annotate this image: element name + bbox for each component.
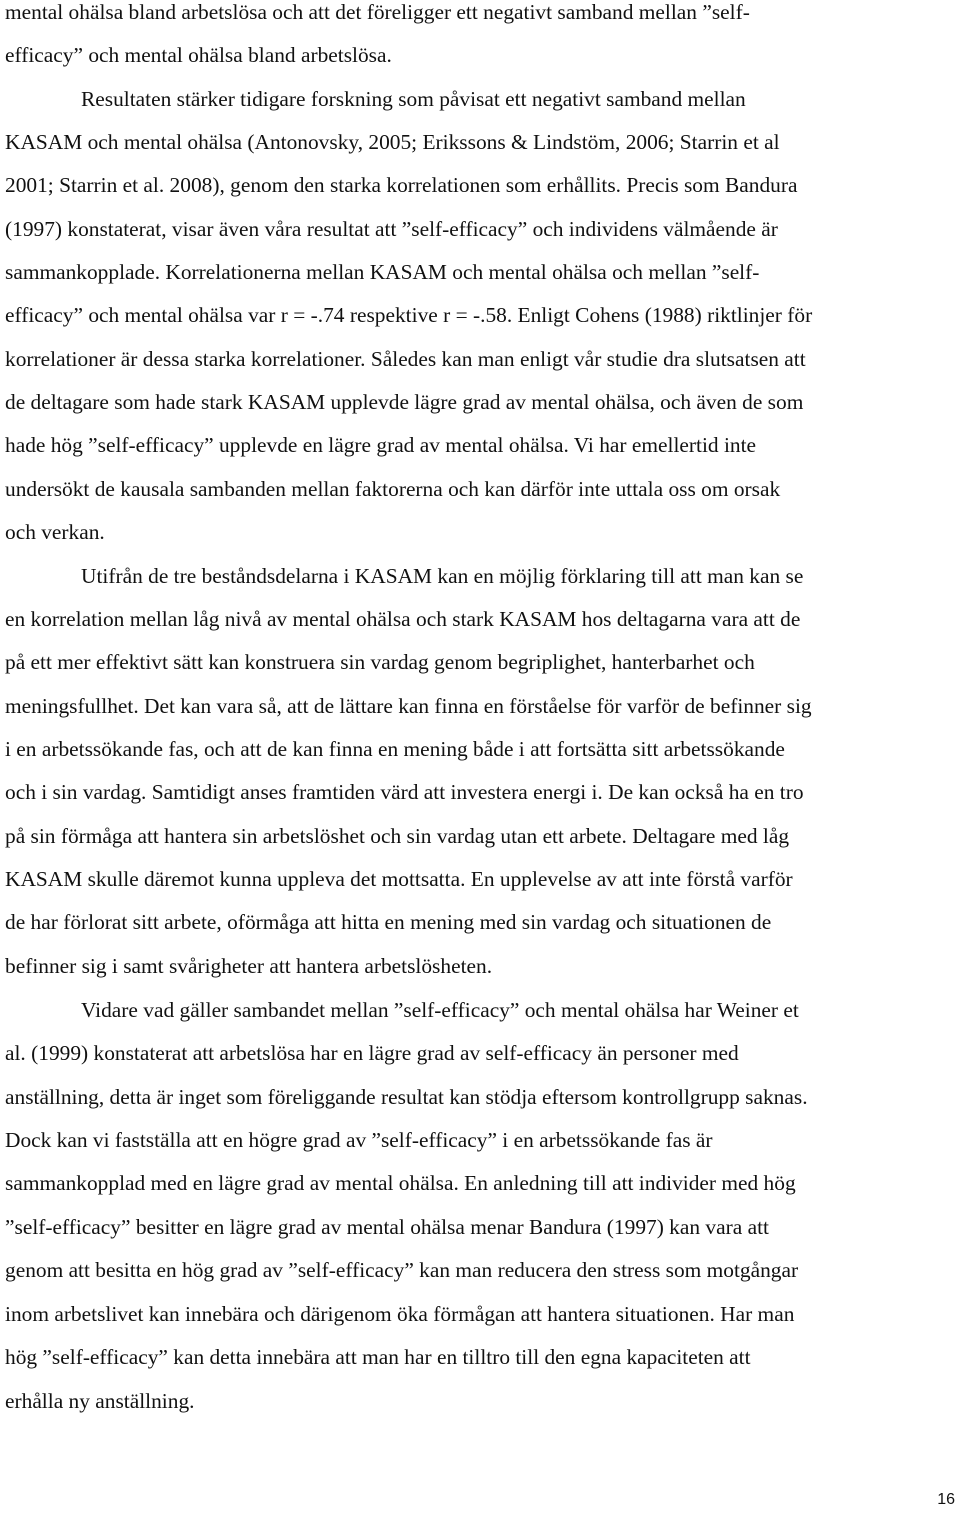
text-line: undersökt de kausala sambanden mellan faktorerna och kan därför inte uttala oss om orsak bbox=[5, 477, 781, 501]
text-line: inom arbetslivet kan innebära och därigenom öka förmågan att hantera situationen. Har man bbox=[5, 1302, 795, 1326]
text-line: ”self-efficacy” besitter en lägre grad av mental ohälsa menar Bandura (1997) kan vara att bbox=[5, 1215, 769, 1239]
text-line: en korrelation mellan låg nivå av mental ohälsa och stark KASAM hos deltagarna vara att de bbox=[5, 607, 801, 631]
paragraph-indent-line: Utifrån de tre beståndsdelarna i KASAM kan en möjlig förklaring till att man kan se bbox=[81, 564, 804, 588]
text-line: anställning, detta är inget som föreliggande resultat kan stödja eftersom kontrollgrupp saknas. bbox=[5, 1085, 808, 1109]
text-line: KASAM skulle däremot kunna uppleva det mottsatta. En upplevelse av att inte förstå varför bbox=[5, 867, 793, 891]
text-line: och i sin vardag. Samtidigt anses framtiden värd att investera energi i. De kan också ha en tro bbox=[5, 780, 804, 804]
text-line: sammankopplade. Korrelationerna mellan KASAM och mental ohälsa och mellan ”self- bbox=[5, 260, 760, 284]
text-line: sammankopplad med en lägre grad av mental ohälsa. En anledning till att individer med hög bbox=[5, 1171, 796, 1195]
text-line: befinner sig i samt svårigheter att hantera arbetslösheten. bbox=[5, 954, 493, 978]
text-line: i en arbetssökande fas, och att de kan finna en mening både i att fortsätta sitt arbetssökande bbox=[5, 737, 785, 761]
text-line: erhålla ny anställning. bbox=[5, 1389, 195, 1413]
text-line: hade hög ”self-efficacy” upplevde en lägre grad av mental ohälsa. Vi har emellertid inte bbox=[5, 433, 757, 457]
text-line: KASAM och mental ohälsa (Antonovsky, 2005; Erikssons & Lindstöm, 2006; Starrin et al bbox=[5, 130, 780, 154]
text-line: de har förlorat sitt arbete, oförmåga att hitta en mening med sin vardag och situationen de bbox=[5, 910, 772, 934]
text-line: efficacy” och mental ohälsa var r = -.74 respektive r = -.58. Enligt Cohens (1988) riktlinjer för bbox=[5, 303, 813, 327]
text-line: al. (1999) konstaterat att arbetslösa har en lägre grad av self-efficacy än personer med bbox=[5, 1041, 739, 1065]
text-line: hög ”self-efficacy” kan detta innebära att man har en tilltro till den egna kapaciteten att bbox=[5, 1345, 751, 1369]
page-number: 16 bbox=[937, 1491, 955, 1508]
text-line: Dock kan vi fastställa att en högre grad av ”self-efficacy” i en arbetssökande fas är bbox=[5, 1128, 713, 1152]
paragraph-indent-line: Vidare vad gäller sambandet mellan ”self-efficacy” och mental ohälsa har Weiner et bbox=[81, 998, 799, 1022]
text-line: på sin förmåga att hantera sin arbetslöshet och sin vardag utan ett arbete. Deltagare med låg bbox=[5, 824, 790, 848]
text-line: meningsfullhet. Det kan vara så, att de lättare kan finna en förståelse för varför de befinner sig bbox=[5, 694, 812, 718]
text-line: mental ohälsa bland arbetslösa och att det föreligger ett negativt samband mellan ”self- bbox=[5, 0, 750, 24]
text-line: på ett mer effektivt sätt kan konstruera sin vardag genom begriplighet, hanterbarhet och bbox=[5, 650, 755, 674]
text-line: (1997) konstaterat, visar även våra resultat att ”self-efficacy” och individens välmående är bbox=[5, 217, 778, 241]
text-line: genom att besitta en hög grad av ”self-efficacy” kan man reducera den stress som motgångar bbox=[5, 1258, 799, 1282]
text-line: efficacy” och mental ohälsa bland arbetslösa. bbox=[5, 43, 392, 67]
text-line: 2001; Starrin et al. 2008), genom den starka korrelationen som erhållits. Precis som Bandura bbox=[5, 173, 798, 197]
text-line: korrelationer är dessa starka korrelationer. Således kan man enligt vår studie dra slutsatsen att bbox=[5, 347, 806, 371]
text-line: och verkan. bbox=[5, 520, 105, 544]
paragraph-indent-line: Resultaten stärker tidigare forskning som påvisat ett negativt samband mellan bbox=[81, 87, 746, 111]
text-line: de deltagare som hade stark KASAM upplevde lägre grad av mental ohälsa, och även de som bbox=[5, 390, 804, 414]
